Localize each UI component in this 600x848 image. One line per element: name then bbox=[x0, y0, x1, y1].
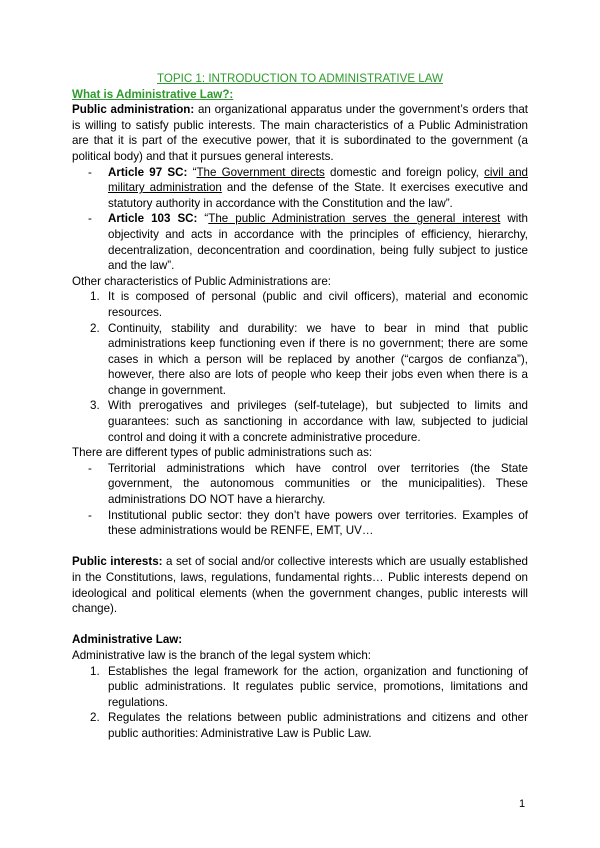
list-number: 2. bbox=[90, 321, 100, 335]
list-item-text: Establishes the legal framework for the action, organization and functioning of public administrations. It regulates public service, promotions, limitations and regulations. bbox=[108, 664, 528, 709]
types-intro: There are different types of public administrations such as: bbox=[72, 446, 373, 460]
list-item bbox=[72, 398, 528, 445]
administrative-law-list bbox=[72, 664, 528, 742]
types-list bbox=[72, 461, 528, 539]
dash-bullet: - bbox=[88, 461, 92, 475]
list-item-text: Institutional public sector: they don’t have powers over territories. Examples of these administrations would be RENFE, EMT, UV… bbox=[108, 508, 528, 538]
administrative-law-intro: Administrative law is the branch of the legal system which: bbox=[72, 648, 371, 662]
spacer bbox=[72, 617, 528, 633]
list-item-article-97 bbox=[72, 165, 528, 212]
quote-open: “ bbox=[187, 165, 197, 179]
public-interests-term: Public interests: bbox=[72, 555, 163, 569]
articles-list bbox=[72, 165, 528, 274]
list-number: 3. bbox=[90, 399, 100, 413]
underlined-phrase: The Government directs bbox=[196, 165, 325, 179]
page-number: 1 bbox=[519, 798, 526, 810]
public-interests-paragraph bbox=[72, 554, 528, 616]
list-item bbox=[72, 508, 528, 539]
dash-bullet: - bbox=[88, 212, 92, 226]
underlined-phrase: The public Administration serves the general interest bbox=[208, 212, 501, 226]
heading-text: Administrative Law: bbox=[72, 633, 183, 647]
list-item bbox=[72, 289, 528, 320]
list-item bbox=[72, 321, 528, 399]
characteristics-list bbox=[72, 289, 528, 445]
page-content bbox=[72, 71, 528, 742]
list-item bbox=[72, 461, 528, 508]
article-text: and the defense of the State. It exercises executive and statutory authority in accordance with the Constitution and the law”. bbox=[108, 181, 528, 210]
public-administration-paragraph bbox=[72, 102, 528, 164]
list-item-text: With prerogatives and privileges (self-tutelage), but subjected to limits and guarantees: such as sanctioning in accordance with law, subjected to judicial control and doing it with a concrete administrative procedure. bbox=[108, 399, 528, 444]
topic-title: TOPIC 1: INTRODUCTION TO ADMINISTRATIVE LAW bbox=[156, 72, 443, 85]
administrative-law-heading bbox=[72, 632, 528, 648]
list-item bbox=[72, 710, 528, 741]
underlined-phrase: civil and military administration bbox=[108, 165, 528, 195]
list-number: 1. bbox=[90, 290, 100, 304]
list-number: 1. bbox=[90, 664, 100, 678]
list-item-text: It is composed of personal (public and civil officers), material and economic resources. bbox=[108, 290, 528, 319]
list-item-article-103 bbox=[72, 211, 528, 273]
quote-open: “ bbox=[197, 212, 209, 226]
public-administration-definition: an organizational apparatus under the government’s orders that is willing to satisfy public interests. The main characteristics of a Public Administration are that it is part of the executive power, that it is subordinated to the government (a political body) and that it pursues general interests. bbox=[72, 103, 528, 163]
dash-bullet: - bbox=[88, 165, 92, 179]
list-item-text: Regulates the relations between public administrations and citizens and other public authorities: Administrative Law is Public Law. bbox=[108, 711, 528, 740]
article-text: domestic and foreign policy, bbox=[324, 165, 485, 179]
dash-bullet: - bbox=[88, 508, 92, 522]
article-label: Article 97 SC: bbox=[108, 165, 188, 179]
other-characteristics-intro: Other characteristics of Public Administrations are: bbox=[72, 274, 332, 288]
section-subtitle: What is Administrative Law?: bbox=[72, 87, 234, 101]
list-number: 2. bbox=[90, 711, 100, 725]
list-item-text: Territorial administrations which have control over territories (the State government, the autonomous communities or the municipalities). These administrations DO NOT have a hierarchy. bbox=[108, 461, 528, 507]
article-label: Article 103 SC: bbox=[108, 212, 198, 226]
list-item-text: Continuity, stability and durability: we have to bear in mind that public administrations keep functioning even if there is no government; there are some cases in which a person will be replaced by another (“cargos de confianza”), however, there also are lots of people who keep their jobs even when there is a change in government. bbox=[108, 321, 528, 397]
list-item bbox=[72, 664, 528, 711]
public-interests-definition: a set of social and/or collective interests which are usually established in the Constitutions, laws, regulations, fundamental rights… Public interests depend on ideological and political elements (when the government changes, public interests will change). bbox=[72, 555, 528, 616]
spacer bbox=[72, 539, 528, 555]
public-administration-term: Public administration: bbox=[72, 103, 195, 117]
article-text: with objectivity and acts in accordance with the principles of efficiency, hierarchy, decentralization, deconcentration and coordination, being fully subject to justice and the law”. bbox=[108, 212, 528, 273]
